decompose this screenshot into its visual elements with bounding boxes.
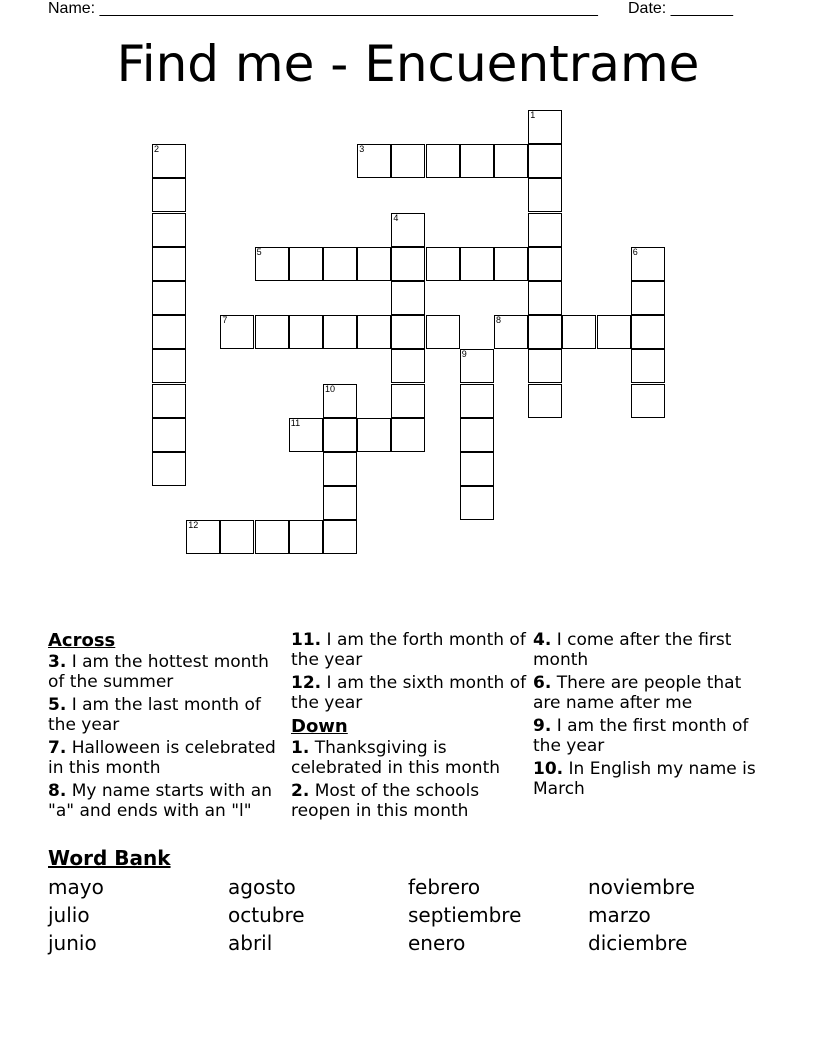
word-bank-item: agosto [228,875,296,899]
crossword-cell[interactable] [631,349,665,383]
crossword-cell[interactable] [391,144,425,178]
word-bank-item: septiembre [408,903,522,927]
clue-number: 4. [533,630,552,650]
clue-down-2 [291,781,527,821]
crossword-cell[interactable] [460,384,494,418]
clue-down-4 [533,630,769,670]
clue-number: 6. [533,673,552,693]
clue-number: 12. [291,673,322,693]
clue-number: 5. [48,695,67,715]
crossword-cell[interactable] [391,213,425,247]
across-heading: Across [48,630,116,651]
clue-number: 11. [291,630,322,650]
crossword-cell[interactable] [528,349,562,383]
clue-text: I come after the first month [533,630,732,670]
crossword-cell[interactable] [426,247,460,281]
clue-text: I am the sixth month of the year [291,673,527,713]
crossword-cell[interactable] [391,418,425,452]
crossword-cell[interactable] [152,144,186,178]
crossword-cell[interactable] [152,247,186,281]
cell-number: 12 [188,520,199,531]
crossword-cell[interactable] [323,384,357,418]
word-bank-item: julio [48,903,90,927]
crossword-cell[interactable] [391,315,425,349]
down-heading: Down [291,716,348,737]
crossword-cell[interactable] [460,144,494,178]
crossword-cell[interactable] [152,315,186,349]
cell-number: 6 [632,246,638,257]
crossword-cell[interactable] [323,247,357,281]
cell-number: 11 [290,417,301,428]
clue-number: 9. [533,716,552,736]
clue-across-11 [291,630,527,670]
clue-column-3 [533,630,769,802]
crossword-cell[interactable] [289,520,323,554]
crossword-cell[interactable] [631,384,665,418]
clue-text: I am the hottest month of the summer [48,652,269,692]
clue-down-1 [291,738,527,778]
crossword-cell[interactable] [323,452,357,486]
crossword-cell[interactable] [357,315,391,349]
crossword-cell[interactable] [255,315,289,349]
word-bank-item: febrero [408,875,481,899]
crossword-cell[interactable] [323,315,357,349]
cell-number: 4 [393,212,399,223]
cell-number: 10 [325,383,336,394]
word-bank-item: abril [228,931,273,955]
cell-number: 8 [496,315,502,326]
clue-number: 2. [291,781,310,801]
page-title: Find me - Encuentrame [116,35,700,93]
crossword-cell[interactable] [357,144,391,178]
crossword-cell[interactable] [357,418,391,452]
clue-text: I am the last month of the year [48,695,261,735]
word-bank-item: diciembre [588,931,688,955]
crossword-cell[interactable] [255,520,289,554]
crossword-cell[interactable] [528,247,562,281]
crossword-cell[interactable] [528,281,562,315]
crossword-cell[interactable] [460,349,494,383]
crossword-cell[interactable] [426,144,460,178]
crossword-cell[interactable] [528,315,562,349]
clue-down-10 [533,759,769,799]
cell-number: 9 [461,349,467,360]
crossword-cell[interactable] [323,418,357,452]
crossword-cell[interactable] [460,452,494,486]
crossword-cell[interactable] [631,281,665,315]
word-bank-item: octubre [228,903,305,927]
crossword-cell[interactable] [152,452,186,486]
crossword-cell[interactable] [426,315,460,349]
cell-number: 3 [359,144,365,155]
word-bank-item: enero [408,931,466,955]
crossword-cell[interactable] [391,349,425,383]
crossword-cell[interactable] [152,281,186,315]
clue-number: 10. [533,759,564,779]
clue-column-1 [48,630,284,824]
crossword-cell[interactable] [494,247,528,281]
crossword-cell[interactable] [220,315,254,349]
crossword-cell[interactable] [528,144,562,178]
date-field[interactable]: Date: _______ [628,0,733,17]
cell-number: 7 [222,315,228,326]
crossword-cell[interactable] [631,247,665,281]
crossword-cell[interactable] [597,315,631,349]
crossword-cell[interactable] [528,384,562,418]
clue-text: There are people that are name after me [533,673,742,713]
word-bank-item: noviembre [588,875,695,899]
clue-column-2 [291,630,527,824]
clue-down-6 [533,673,769,713]
clue-down-9 [533,716,769,756]
crossword-cell[interactable] [186,520,220,554]
crossword-cell[interactable] [289,418,323,452]
clue-text: My name starts with an "a" and ends with an "l" [48,781,272,821]
clue-text: I am the forth month of the year [291,630,526,670]
clue-number: 1. [291,738,310,758]
clue-across-3 [48,652,284,692]
clue-text: Most of the schools reopen in this month [291,781,480,821]
crossword-cell[interactable] [494,144,528,178]
crossword-cell[interactable] [357,247,391,281]
clue-number: 8. [48,781,67,801]
name-field[interactable]: Name: ________________________________________________________ [48,0,598,17]
clue-number: 3. [48,652,67,672]
clue-across-7 [48,738,284,778]
crossword-cell[interactable] [152,418,186,452]
crossword-cell[interactable] [323,486,357,520]
word-bank-item: junio [48,931,97,955]
crossword-cell[interactable] [391,247,425,281]
crossword-cell[interactable] [323,520,357,554]
crossword-cell[interactable] [528,178,562,212]
crossword-cell[interactable] [152,384,186,418]
clue-across-8 [48,781,284,821]
crossword-cell[interactable] [460,418,494,452]
crossword-cell[interactable] [528,110,562,144]
crossword-cell[interactable] [494,315,528,349]
crossword-cell[interactable] [289,247,323,281]
cell-number: 1 [530,110,536,120]
crossword-cell[interactable] [152,178,186,212]
clue-text: Thanksgiving is celebrated in this month [291,738,501,778]
crossword-cell[interactable] [460,247,494,281]
clue-across-5 [48,695,284,735]
cell-number: 2 [154,144,160,155]
clue-text: Halloween is celebrated in this month [48,738,276,778]
crossword-cell[interactable] [255,247,289,281]
word-bank-item: marzo [588,903,651,927]
crossword-cell[interactable] [152,349,186,383]
crossword-cell[interactable] [460,486,494,520]
clue-number: 7. [48,738,67,758]
crossword-cell[interactable] [152,213,186,247]
cell-number: 5 [256,246,262,257]
word-bank-item: mayo [48,875,104,899]
crossword-cell[interactable] [289,315,323,349]
crossword-cell[interactable] [631,315,665,349]
clue-text: In English my name is March [533,759,756,799]
word-bank-heading: Word Bank [48,846,171,870]
crossword-cell[interactable] [562,315,596,349]
clue-text: I am the first month of the year [533,716,749,756]
crossword-cell[interactable] [391,384,425,418]
crossword-cell[interactable] [220,520,254,554]
crossword-cell[interactable] [528,213,562,247]
clue-across-12 [291,673,527,713]
crossword-cell[interactable] [391,281,425,315]
